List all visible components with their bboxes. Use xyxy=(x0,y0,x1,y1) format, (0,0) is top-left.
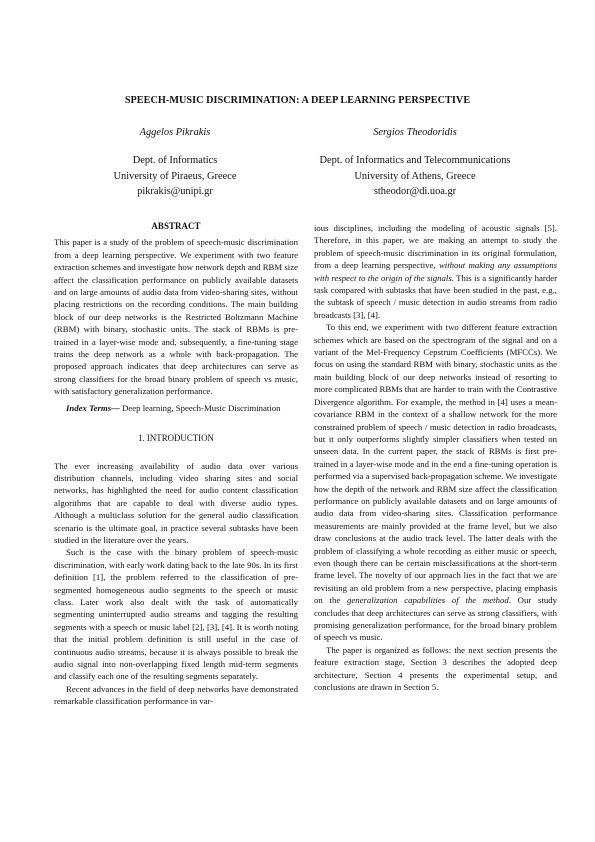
p3-cont-emphasis: without making any assumptions with respect to the origin of the signals. xyxy=(314,260,558,283)
intro-paragraph-3: Recent advances in the field of deep networks have demonstrated remarkable classification performance in var- xyxy=(54,683,298,707)
author-2-university: University of Athens, Greece xyxy=(354,170,476,182)
author-2-email: stheodor@di.uoa.gr xyxy=(373,186,457,198)
abstract-text: This paper is a study of the problem of speech-music discrimination from a deep learning perspective. We experiment with two feature extraction schemes and investigate how network depth and RBM size affect the classification performance on publicly available datasets and on large amounts of audio data from video-sharing sites, without placing restrictions on the recording conditions. The main building block of our deep networks is the Restricted Boltzmann Machine (RBM) with binary, stochastic units. The stack of RBMs is pre-trained in a layer-wise mode and, subsequently, a fine-tuning stage trains the deep network as a whole with back-propagation. The proposed approach indicates that deep architectures can serve as strong classifiers for the broad binary problem of speech vs music, with satisfactory generalization performance. xyxy=(54,237,298,397)
author-1-dept: Dept. of Informatics xyxy=(132,155,218,167)
author-1-university: University of Piraeus, Greece xyxy=(113,170,237,182)
author-2-name: Sergios Theodoridis xyxy=(373,127,457,138)
left-column xyxy=(54,220,298,708)
paper-title: SPEECH-MUSIC DISCRIMINATION: A DEEP LEARNING PERSPECTIVE xyxy=(124,95,471,106)
author-1-email: pikrakis@unipi.gr xyxy=(137,186,213,198)
index-terms-text: Deep learning, Speech-Music Discrimination xyxy=(119,402,281,413)
index-terms-label: Index Terms— xyxy=(66,402,120,413)
p3-cont-b: This is a significantly harder task compared with subtasks that have been studied in the past, e.g., the subtask of speech / music detection in audio streams from radio broadcasts [3], [4]. xyxy=(314,272,557,320)
author-1 xyxy=(70,125,280,200)
p4-end: . Our study concludes that deep architectures can serve as strong classifiers, with promising generalization performance, for the broad binary problem of speech vs music. xyxy=(314,595,557,643)
intro-paragraph-3-continued xyxy=(314,222,557,321)
right-column xyxy=(314,222,557,693)
intro-heading: 1. INTRODUCTION xyxy=(138,433,214,444)
p4-text: To this end, we experiment with two different feature extraction schemes which are based on the spectrogram of the signal and on a variant of the Mel-Frequency Cepstrum Coefficients (MFCCs). We focus on using the standard RBM with binary, stochastic units as the main building block of our deep networks instead of resorting to more complicated RBMs that are harder to train with the Contrastive Divergence algorithm. For example, the method in [4] uses a mean-covariance RBM in the context of a shallow network for the more constrained problem of speech / music detection in radio broadcasts, but it only outperforms slightly simpler classifiers when tested on unseen data. In the current paper, the stack of RBMs is first pre-trained in a layer-wise mode and in the end a fine-tuning operation is performed via a supervised back-propagation scheme. We investigate how the depth of the network and RBM size affect the classification performance on publicly available datasets and on large amounts of audio data from video-sharing sites. Classification performance measurements are mainly provided at the frame level, but we also draw conclusions at the audio track level. The latter deals with the problem of classifying a whole recording as either music or speech, even though there can be certain misclassifications at the short-term frame level. The novelty of our approach lies in the fact that we are revisiting an old problem from a new perspective, placing emphasis on the xyxy=(314,322,557,606)
p4-emphasis: generalization capabilities of the method xyxy=(346,595,509,606)
author-2 xyxy=(290,125,540,200)
author-2-dept: Dept. of Informatics and Telecommunications xyxy=(319,155,511,167)
intro-paragraph-1: The ever increasing availability of audio data over various distribution channels, including video sharing sites and social networks, has highlighted the need for audio content classification algorithms that are capable to deal with diverse audio types. Although a multiclass solution for the general audio classification scenario is the ultimate goal, in practice several subtasks have been studied in the literature over the years. xyxy=(54,460,298,545)
abstract-heading: ABSTRACT xyxy=(151,221,201,231)
author-1-name: Aggelos Pikrakis xyxy=(139,127,211,138)
intro-paragraph-5: The paper is organized as follows: the next section presents the feature extraction stage, Section 3 describes the adopted deep architecture, Section 4 presents the experimental setup, and conclusions are drawn in Section 5. xyxy=(314,644,557,693)
p3-cont-a: ious disciplines, including the modeling of acoustic signals [5]. Therefore, in this paper, we are making an attempt to study the problem of speech-music discrimination in its original formulation, from a deep learning perspective, xyxy=(314,223,557,271)
index-terms xyxy=(54,402,298,414)
intro-paragraph-2: Such is the case with the binary problem of speech-music discrimination, with early work dating back to the late 90s. In its first definition [1], the problem referred to the classification of pre-segmented homogeneous audio segments to the speech or music class. Later work also dealt with the task of automatically segmenting uninterrupted audio streams and tagging the resulting segments with a speech or music label [2], [3], [4]. It is worth noting that the initial problem definition is still useful in the case of continuous audio streams, because it is always possible to break the audio signal into non-overlapping fixed length mid-term segments and classify each one of the resulting segments separately. xyxy=(54,547,298,682)
intro-paragraph-4 xyxy=(314,321,557,644)
